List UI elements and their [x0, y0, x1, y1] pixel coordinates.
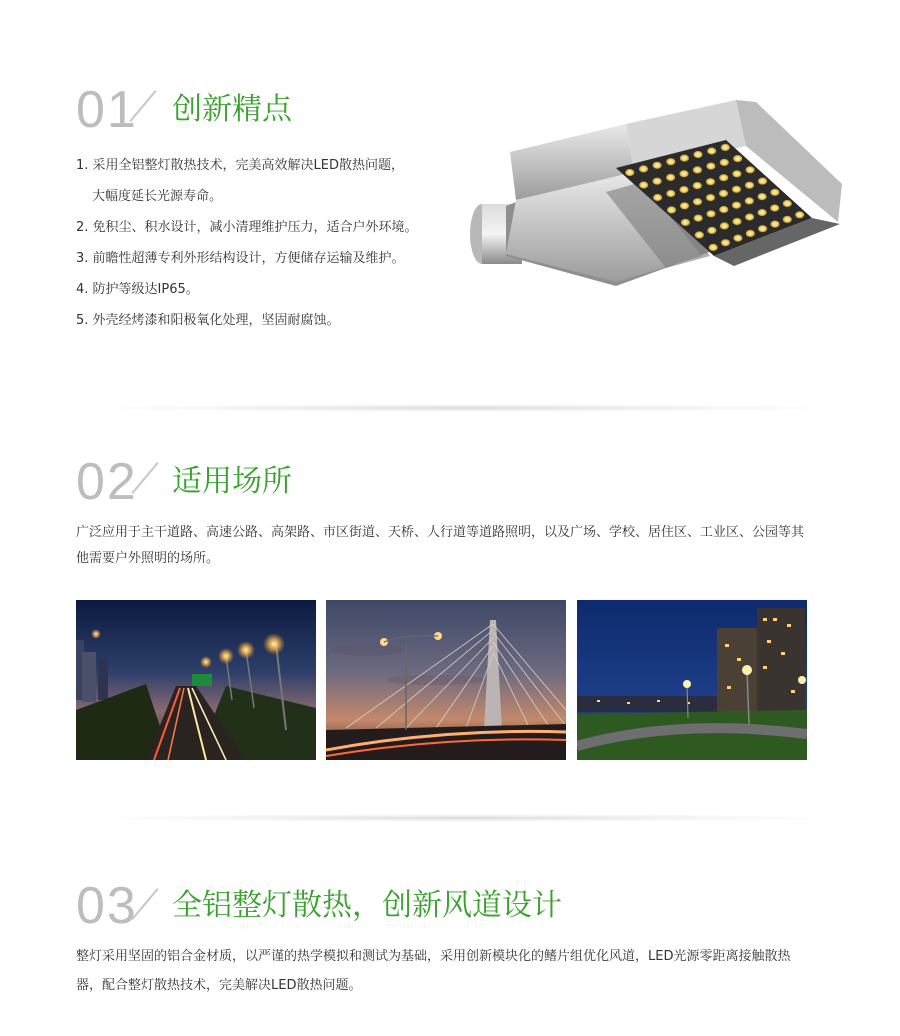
led-chip — [709, 244, 718, 251]
section3-title: 全铝整灯散热，创新风道设计 — [172, 888, 562, 923]
led-chip — [732, 186, 741, 193]
led-chip — [679, 170, 688, 177]
led-chip — [694, 215, 703, 222]
led-chip — [680, 202, 689, 209]
led-chip — [721, 239, 730, 246]
led-chip — [746, 166, 755, 173]
led-chip — [721, 144, 730, 151]
led-chip — [681, 219, 690, 226]
led-chip — [693, 166, 702, 173]
led-chip — [693, 151, 702, 158]
led-chip — [783, 200, 792, 207]
divider-1 — [100, 404, 830, 412]
section3-number: 03 — [76, 877, 138, 935]
led-chip — [625, 169, 634, 176]
led-chip — [666, 158, 675, 165]
highway-night-photo — [76, 600, 316, 760]
led-chip — [679, 186, 688, 193]
led-chip — [720, 159, 729, 166]
feature-item-1: 1. 采用全铝整灯散热技术，完美高效解决LED散热问题， — [76, 158, 405, 173]
led-chip — [745, 182, 754, 189]
led-chip — [707, 227, 716, 234]
led-chip — [719, 174, 728, 181]
led-street-lamp-image — [466, 96, 846, 286]
bridge-dusk-photo — [326, 600, 566, 760]
led-chip — [693, 182, 702, 189]
applications-paragraph: 广泛应用于主干道路、高速公路、高架路、市区街道、天桥、人行道等道路照明，以及广场、学校、居住区、工业区、公园等其他需要户外照明的场所。 — [76, 525, 805, 566]
feature-item-5: 5. 外壳经烤漆和阳极氧化处理，坚固耐腐蚀。 — [76, 313, 340, 328]
led-chip — [758, 193, 767, 200]
led-chip — [758, 209, 767, 216]
led-chip — [707, 147, 716, 154]
led-chip — [706, 210, 715, 217]
residential-park-photo — [577, 600, 817, 760]
led-chip — [693, 198, 702, 205]
led-chip — [719, 206, 728, 213]
led-chip — [733, 155, 742, 162]
led-chip — [653, 178, 662, 185]
section2-title: 适用场所 — [172, 464, 292, 499]
led-chip — [653, 162, 662, 169]
heat-dissipation-paragraph: 整灯采用坚固的铝合金材质，以严谨的热学模拟和测试为基础，采用创新模块化的鳍片组优化风道，LED光源零距离接触散热器，配合整灯散热技术，完美解决LED散热问题。 — [76, 949, 791, 993]
led-chip — [719, 190, 728, 197]
section1-number: 01 — [76, 81, 138, 139]
led-chip — [680, 155, 689, 162]
led-chip — [706, 178, 715, 185]
led-chip — [639, 165, 648, 172]
led-chip — [746, 230, 755, 237]
led-chip — [666, 190, 675, 197]
led-chip — [770, 204, 779, 211]
led-chip — [667, 206, 676, 213]
led-chip — [732, 202, 741, 209]
led-chip — [770, 221, 779, 228]
divider-2 — [100, 814, 830, 822]
led-chip — [770, 189, 779, 196]
led-chip — [706, 163, 715, 170]
led-chip — [695, 231, 704, 238]
led-chip — [795, 211, 804, 218]
led-chip — [745, 197, 754, 204]
led-chip — [706, 194, 715, 201]
led-chip — [758, 178, 767, 185]
feature-item-1-continued: 大幅度延长光源寿命。 — [92, 189, 223, 204]
feature-item-2: 2. 免积尘、积水设计，减小清理维护压力，适合户外环境。 — [76, 220, 418, 235]
feature-item-3: 3. 前瞻性超薄专利外形结构设计，方便储存运输及维护。 — [76, 251, 405, 266]
feature-item-4: 4. 防护等级达IP65。 — [76, 282, 199, 297]
led-chip — [745, 213, 754, 220]
led-chip — [732, 218, 741, 225]
section1-title: 创新精点 — [172, 92, 292, 127]
section2-number: 02 — [76, 453, 138, 511]
led-chip — [720, 222, 729, 229]
led-chip — [732, 170, 741, 177]
feature-list — [76, 150, 418, 336]
led-chip — [783, 216, 792, 223]
led-chip — [639, 181, 648, 188]
led-chip — [758, 225, 767, 232]
led-chip — [653, 194, 662, 201]
led-chip — [666, 174, 675, 181]
led-chip — [733, 235, 742, 242]
